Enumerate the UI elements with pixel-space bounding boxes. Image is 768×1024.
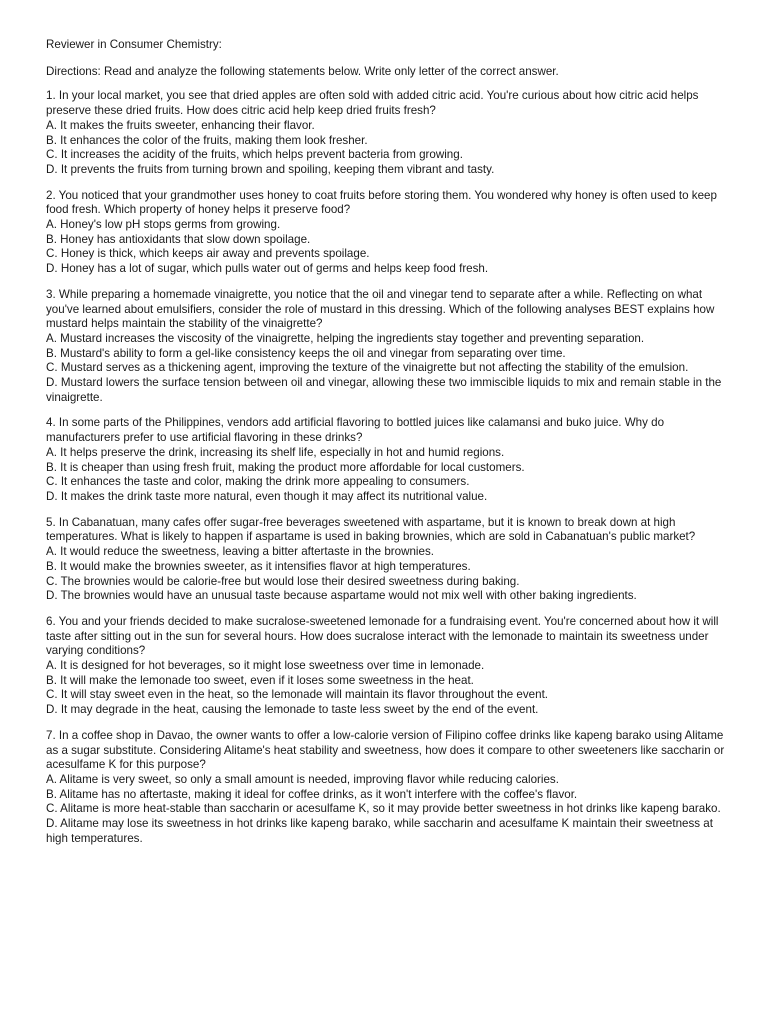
choice-a: A. It makes the fruits sweeter, enhancing their flavor. (46, 118, 315, 132)
question-5 (46, 516, 728, 604)
choice-c: C. It enhances the taste and color, making the drink more appealing to consumers. (46, 475, 470, 489)
choice-c: C. Honey is thick, which keeps air away and prevents spoilage. (46, 247, 370, 261)
choice-c: C. It increases the acidity of the fruits, which helps prevent bacteria from growing. (46, 148, 463, 162)
choice-b: B. Honey has antioxidants that slow down spoilage. (46, 232, 311, 246)
choice-d: D. Mustard lowers the surface tension between oil and vinegar, allowing these two immiscible liquids to mix and remain stable in the vinaigrette. (46, 376, 722, 404)
document-title: Reviewer in Consumer Chemistry: (46, 38, 222, 51)
choice-a: A. Alitame is very sweet, so only a small amount is needed, improving flavor while reducing calories. (46, 772, 559, 786)
directions-text: Directions: Read and analyze the following statements below. Write only letter of the correct answer. (46, 64, 559, 78)
choice-d: D. It makes the drink taste more natural, even though it may affect its nutritional value. (46, 489, 488, 503)
question-6 (46, 615, 728, 718)
choice-c: C. The brownies would be calorie-free but would lose their desired sweetness during baking. (46, 574, 520, 588)
choice-c: C. Alitame is more heat-stable than saccharin or acesulfame K, so it may provide better sweetness in hot drinks like kapeng barako. (46, 802, 721, 816)
choice-b: B. It enhances the color of the fruits, making them look fresher. (46, 133, 368, 147)
question-stem: 1. In your local market, you see that dried apples are often sold with added citric acid. You're curious about how citric acid helps preserve these dried fruits. How does citric acid help keep dried fruits fresh? (46, 89, 699, 118)
question-4 (46, 416, 728, 504)
choice-a: A. It would reduce the sweetness, leaving a bitter aftertaste in the brownies. (46, 545, 434, 559)
choice-a: A. Honey's low pH stops germs from growing. (46, 218, 281, 232)
choice-c: C. It will stay sweet even in the heat, so the lemonade will maintain its flavor throughout the event. (46, 688, 549, 702)
choice-a: A. It helps preserve the drink, increasing its shelf life, especially in hot and humid regions. (46, 445, 505, 459)
choice-c: C. Mustard serves as a thickening agent, improving the texture of the vinaigrette but not affecting the stability of the emulsion. (46, 361, 689, 375)
choice-d: D. Alitame may lose its sweetness in hot drinks like kapeng barako, while saccharin and acesulfame K maintain their sweetness at high temperatures. (46, 817, 713, 845)
choice-b: B. Alitame has no aftertaste, making it ideal for coffee drinks, as it won't interfere with the coffee's flavor. (46, 787, 578, 801)
choice-d: D. Honey has a lot of sugar, which pulls water out of germs and helps keep food fresh. (46, 262, 489, 276)
question-2 (46, 189, 728, 277)
question-7 (46, 729, 728, 847)
choice-a: A. It is designed for hot beverages, so it might lose sweetness over time in lemonade. (46, 659, 485, 673)
choice-d: D. It may degrade in the heat, causing the lemonade to taste less sweet by the end of the event. (46, 703, 539, 717)
choice-b: B. It would make the brownies sweeter, as it intensifies flavor at high temperatures. (46, 559, 471, 573)
question-stem: 6. You and your friends decided to make sucralose-sweetened lemonade for a fundraising event. You're concerned about how it will taste after sitting out in the sun for several hours. How does sucralose interact with the lemonade to maintain its sweetness under varying conditions? (46, 614, 719, 658)
question-stem: 7. In a coffee shop in Davao, the owner wants to offer a low-calorie version of Filipino coffee drinks like kapeng barako using Alitame as a sugar substitute. Considering Alitame's heat stability and sweetness, how does it compare to other sweeteners like saccharin or acesulfame K for this purpose? (46, 728, 725, 772)
choice-b: B. It will make the lemonade too sweet, even if it loses some sweetness in the heat. (46, 673, 474, 687)
document-page (46, 38, 728, 857)
question-stem: 3. While preparing a homemade vinaigrette, you notice that the oil and vinegar tend to separate after a while. Reflecting on what you've learned about emulsifiers, consider the role of mustard in this dressing. Which of the following analyses BEST explains how mustard helps maintain the stability of the vinaigrette? (46, 287, 715, 331)
question-1 (46, 89, 728, 177)
choice-d: D. It prevents the fruits from turning brown and spoiling, keeping them vibrant and tasty. (46, 162, 495, 176)
question-stem: 2. You noticed that your grandmother uses honey to coat fruits before storing them. You wondered why honey is often used to keep food fresh. Which property of honey helps it preserve food? (46, 188, 717, 217)
question-stem: 4. In some parts of the Philippines, vendors add artificial flavoring to bottled juices like calamansi and buko juice. Why do manufacturers prefer to use artificial flavoring in these drinks? (46, 416, 665, 445)
choice-d: D. The brownies would have an unusual taste because aspartame would not mix well with other baking ingredients. (46, 589, 637, 603)
choice-b: B. Mustard's ability to form a gel-like consistency keeps the oil and vinegar from separating over time. (46, 346, 566, 360)
question-stem: 5. In Cabanatuan, many cafes offer sugar-free beverages sweetened with aspartame, but it is known to break down at high temperatures. What is likely to happen if aspartame is used in baking brownies, which are sold in Cabanatuan's public market? (46, 515, 696, 544)
choice-a: A. Mustard increases the viscosity of the vinaigrette, helping the ingredients stay together and preventing separation. (46, 331, 645, 345)
question-3 (46, 288, 728, 406)
choice-b: B. It is cheaper than using fresh fruit, making the product more affordable for local customers. (46, 460, 525, 474)
